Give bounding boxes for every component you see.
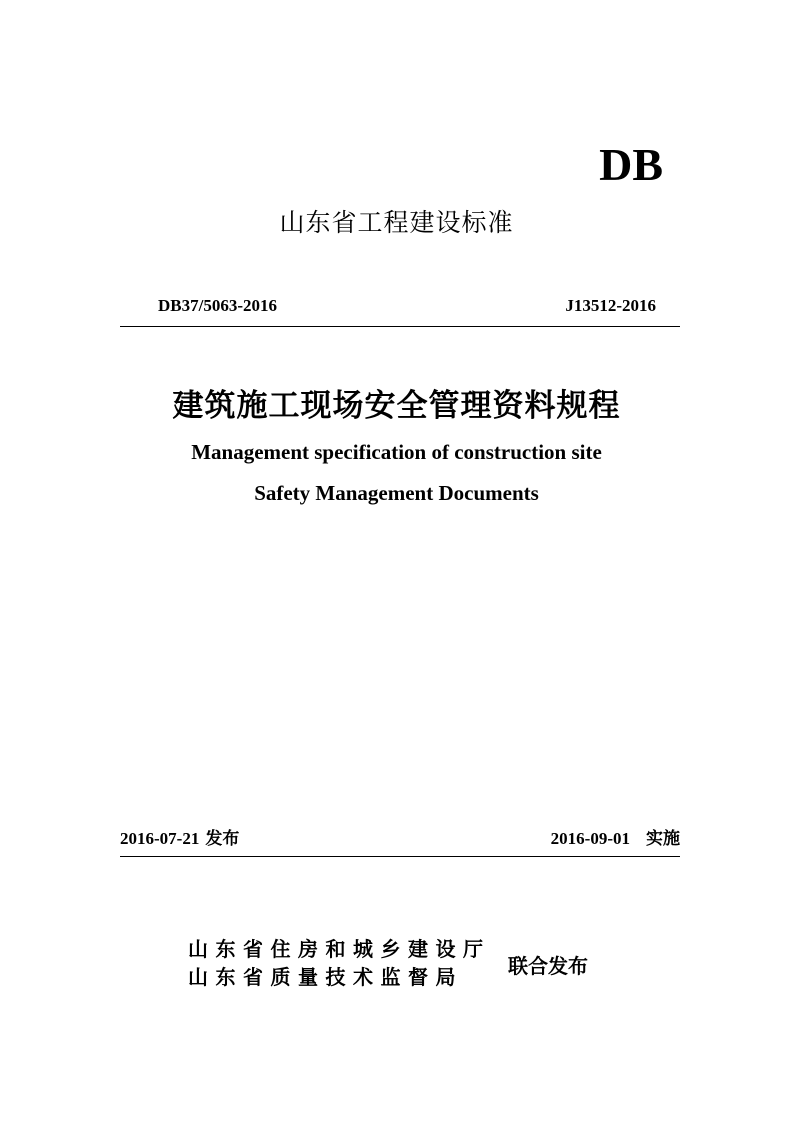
document-title-english-line2: Safety Management Documents — [254, 481, 539, 505]
implementation-label: 实施 — [646, 829, 680, 848]
document-title-chinese: 建筑施工现场安全管理资料规程 — [172, 388, 621, 424]
bottom-divider — [120, 856, 680, 857]
document-title-english-line1: Management specification of construction site — [191, 440, 602, 464]
record-code: J13512-2016 — [565, 296, 656, 315]
issuer-quality-bureau: 山东省质量技术监督局 — [188, 965, 463, 989]
top-divider — [120, 326, 680, 327]
issuer-housing-department: 山东省住房和城乡建设厅 — [188, 937, 491, 961]
implementation-date-block — [551, 824, 680, 849]
implementation-date: 2016-09-01 — [550, 829, 630, 848]
issue-date-block — [120, 824, 239, 849]
standard-code: DB37/5063-2016 — [158, 296, 277, 315]
issue-label: 发布 — [205, 829, 240, 848]
standard-type-heading: 山东省工程建设标准 — [279, 208, 514, 237]
db-standard-mark: DB — [599, 139, 663, 190]
issue-date: 2016-07-21 — [120, 829, 200, 848]
joint-issue-label: 联合发布 — [508, 954, 588, 978]
